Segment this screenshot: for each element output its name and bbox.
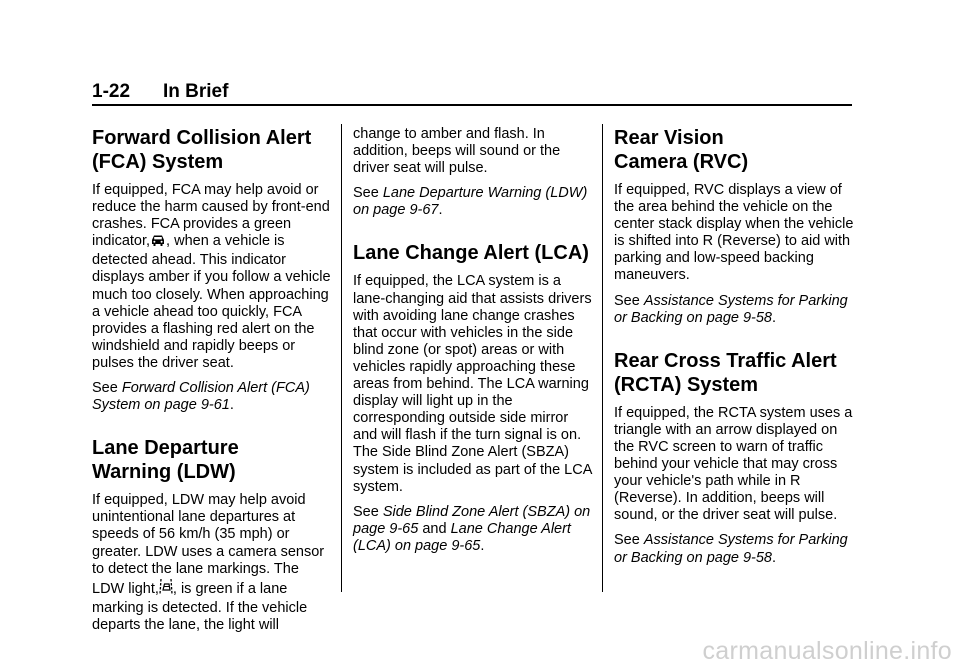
rvc-see-reference: See Assistance Systems for Parking or Backing on page 9-58. <box>614 292 848 326</box>
lane-departure-icon <box>159 578 173 600</box>
page-number: 1-22 <box>92 81 131 102</box>
rcta-see-reference: See Assistance Systems for Parking or Backing on page 9-58. <box>614 532 848 566</box>
column-divider <box>602 124 603 592</box>
fca-body: If equipped, FCA may help avoid or reduce the harm caused by front-end crashes. FCA provides a green indicator, , when a vehicle is detected ahead. This indicator displays amber if you follow a vehicle much too closely. When approaching a vehicle ahead too quickly, FCA provides a flashing red alert on the windshield and rapidly beeps or pulses the driver seat. <box>92 182 331 371</box>
column-right <box>614 126 854 575</box>
ldw-heading: Lane Departure Warning (LDW) <box>92 437 239 484</box>
ldw-reference-link[interactable]: Lane Departure Warning (LDW) on page 9-67 <box>353 185 588 219</box>
ldw-see-reference: See Lane Departure Warning (LDW) on page 9-67. <box>353 185 588 219</box>
rvc-body: If equipped, RVC displays a view of the area behind the vehicle on the center stack display when the vehicle is shifted into R (Reverse) to aid with parking and low-speed backing maneuvers. <box>614 182 854 284</box>
lca-reference-link[interactable]: Lane Change Alert (LCA) on page 9-65 <box>353 520 571 554</box>
fca-reference-link[interactable]: Forward Collision Alert (FCA) System on page 9-61 <box>92 380 310 414</box>
ldw-body-continued: change to amber and flash. In addition, beeps will sound or the driver seat will pulse. <box>353 126 561 177</box>
column-middle <box>353 126 593 563</box>
rvc-heading: Rear Vision Camera (RVC) <box>614 127 749 173</box>
sbza-reference-link[interactable]: Side Blind Zone Alert (SBZA) on page 9-65 <box>353 503 591 537</box>
rcta-reference-link[interactable]: Assistance Systems for Parking or Backing on page 9-58 <box>614 532 848 566</box>
rcta-heading: Rear Cross Traffic Alert (RCTA) System <box>614 349 837 396</box>
rcta-body: If equipped, the RCTA system uses a triangle with an arrow displayed on the RVC screen to warn of traffic behind your vehicle that may cross your vehicle's path while in R (Reverse). In addition, beeps will sound, or the driver seat will pulse. <box>614 404 853 524</box>
lca-body: If equipped, the LCA system is a lane-changing aid that assists drivers with avoiding lane change crashes that occur with vehicles in the side blind zone (or spot) areas or with vehicles rapidly approaching these areas from behind. The LCA warning display will light up in the corresponding outside side mirror and will flash if the turn signal is on. The Side Blind Zone Alert (SBZA) system is included as part of the LCA system. <box>353 273 592 495</box>
fca-heading: Forward Collision Alert (FCA) System <box>92 127 312 173</box>
rvc-reference-link[interactable]: Assistance Systems for Parking or Backing on page 9-58 <box>614 292 848 326</box>
fca-see-reference: See Forward Collision Alert (FCA) System on page 9-61. <box>92 380 310 414</box>
page-header <box>92 82 852 106</box>
vehicle-ahead-icon <box>150 234 166 252</box>
ldw-body: If equipped, LDW may help avoid unintentional lane departures at speeds of 56 km/h (35 mph) or greater. LDW uses a camera sensor to detect the lane markings. The LDW light, , is green if a lane marking is detected. If the vehicle departs the lane, the light will <box>92 492 325 633</box>
watermark: carmanualsonline.info <box>702 637 952 665</box>
column-divider <box>341 124 342 592</box>
section-title: In Brief <box>163 81 229 102</box>
column-left <box>92 126 332 642</box>
lca-see-reference: See Side Blind Zone Alert (SBZA) on page 9-65 and Lane Change Alert (LCA) on page 9-65. <box>353 503 591 554</box>
lca-heading: Lane Change Alert (LCA) <box>353 242 589 265</box>
